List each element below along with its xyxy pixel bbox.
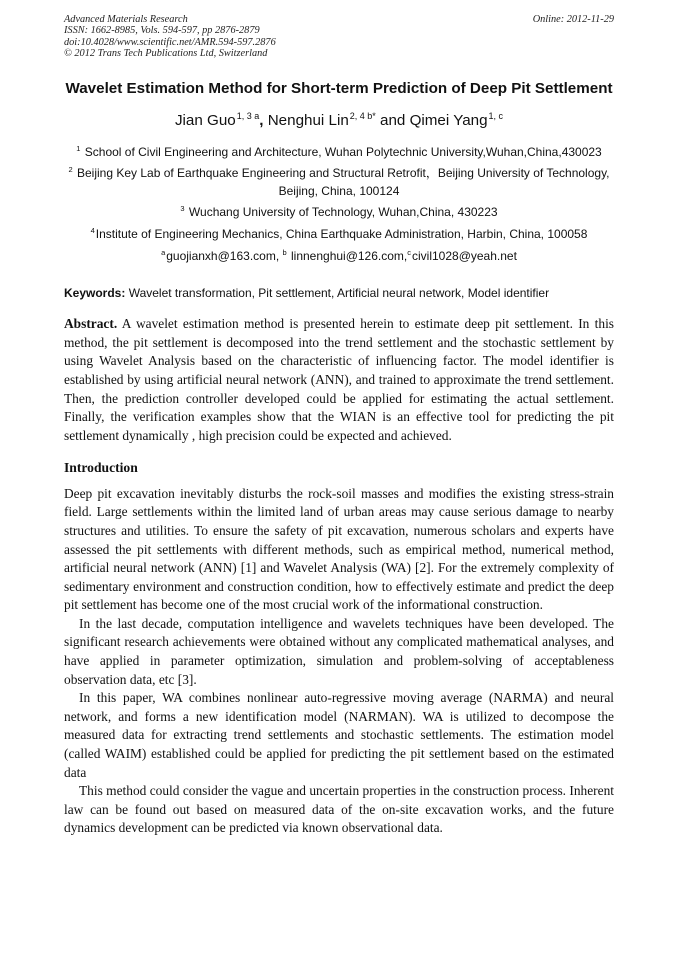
keywords (64, 285, 614, 302)
affiliation-mark: 3 (180, 204, 185, 214)
author-list (64, 111, 614, 129)
paper-title: Wavelet Estimation Method for Short-term Prediction of Deep Pit Settlement (65, 79, 613, 97)
affiliation-line (64, 140, 614, 162)
body-paragraph: This method could consider the vague and uncertain properties in the construction process. Inherent law can be found out based on measured data of the on-site excavation works, and the future dynamics development can be predicted via known observational data. (64, 783, 614, 836)
paper-page (64, 14, 614, 838)
copyright-line: © 2012 Trans Tech Publications Ltd, Switzerland (64, 48, 268, 60)
body-paragraph: In the last decade, computation intelligence and wavelets techniques have been developed. The significant research achievements were obtained without any complicated mathematical analyses, and have applied in parameter optimization, simulation and problem-solving of acceptableness observation data, etc [3]. (64, 615, 614, 687)
email-mark: b (282, 247, 287, 257)
email-text: linnenghui@126.com, (287, 248, 408, 263)
email-text: civil1028@yeah.net (412, 248, 517, 263)
body-paragraph: Deep pit excavation inevitably disturbs the rock-soil masses and modifies the existing stress-strain field. Large settlements within the limited land of urban areas may cause serious damage to nearby structures and utilities. To ensure the safety of pit excavation, numerous scholars and experts have assessed the pit settlements with different methods, such as empirical method, numerical method, artificial neural network (ANN) [1] and Wavelet Analysis (WA) [2]. For the extremely complexity of sedimentary environment and construction condition, how to effectively estimate and predict the deep pit settlement has become one of the most crucial work of the informational construction. (64, 485, 614, 613)
author-affiliation-mark: 2, 4 b* (349, 110, 376, 121)
abstract-text: A wavelet estimation method is presented herein to estimate deep pit settlement. In this method, the pit settlement is decomposed into the trend settlement and the stochastic settlement by using Wavelet Analysis based on the characteristic of influencing factor. The model identifier is established by using artificial neural network (ANN), and trained to approximate the trend settlement. Then, the prediction controller developed could be applied for estimating the actual settlement. Finally, the verification examples show that the WIAN is an effective tool for predicting the pit settlement dynamically , high precision could be expected and achieved. (64, 316, 614, 443)
body-paragraph: In this paper, WA combines nonlinear auto-regressive moving average (NARMA) and neural network, and forms a new identification model (NARMAN). WA is utilized to decompose the measured data for extracting trend settlements and stochastic settlements. The estimation model (called WAIM) established could be applied for predicting the pit settlement based on the estimated data (64, 690, 614, 780)
keywords-label: Keywords: (64, 286, 126, 301)
online-date: Online: 2012-11-29 (532, 14, 614, 25)
affiliations (64, 140, 614, 266)
issn-line: ISSN: 1662-8985, Vols. 594-597, pp 2876-2879 (64, 25, 260, 37)
affiliation-mark: 1 (76, 143, 81, 153)
affiliation-line (64, 200, 614, 222)
affiliation-text: Institute of Engineering Mechanics, China Earthquake Administration, Harbin, China, 100058 (95, 227, 588, 241)
affiliation-text: Wuchang University of Technology, Wuhan,China, 430223 (185, 205, 498, 220)
journal-header (64, 14, 614, 60)
email-mark: a (161, 247, 166, 257)
email-mark: c (407, 247, 411, 257)
author-affiliation-mark: 1, c (488, 110, 504, 121)
affiliation-mark: 4 (90, 226, 95, 235)
author-name: Jian Guo (174, 111, 236, 129)
author-separator: , (259, 111, 268, 129)
affiliation-text: Beijing Key Lab of Earthquake Engineering and Structural Retrofit，Beijing University of Technology, Beijing, China, 100124 (73, 166, 610, 198)
affiliation-mark: 2 (68, 165, 73, 175)
abstract (64, 315, 614, 445)
affiliation-line (64, 161, 614, 200)
doi-line: doi:10.4028/www.scientific.net/AMR.594-597.2876 (64, 36, 276, 48)
author-name: Qimei Yang (409, 111, 488, 129)
author-name: Nenghui Lin (267, 111, 349, 129)
affiliation-text: School of Civil Engineering and Architecture, Wuhan Polytechnic University,Wuhan,China,430023 (81, 144, 602, 159)
abstract-label: Abstract. (64, 316, 118, 332)
author-separator: and (375, 111, 410, 129)
keywords-text: Wavelet transformation, Pit settlement, Artificial neural network, Model identifier (125, 286, 550, 301)
email-line (64, 244, 614, 266)
author-affiliation-mark: 1, 3 a (236, 110, 260, 121)
journal-name: Advanced Materials Research (64, 14, 188, 25)
affiliation-line (64, 222, 614, 244)
section-heading-introduction: Introduction (64, 459, 138, 475)
email-text: guojianxh@163.com, (166, 248, 283, 263)
